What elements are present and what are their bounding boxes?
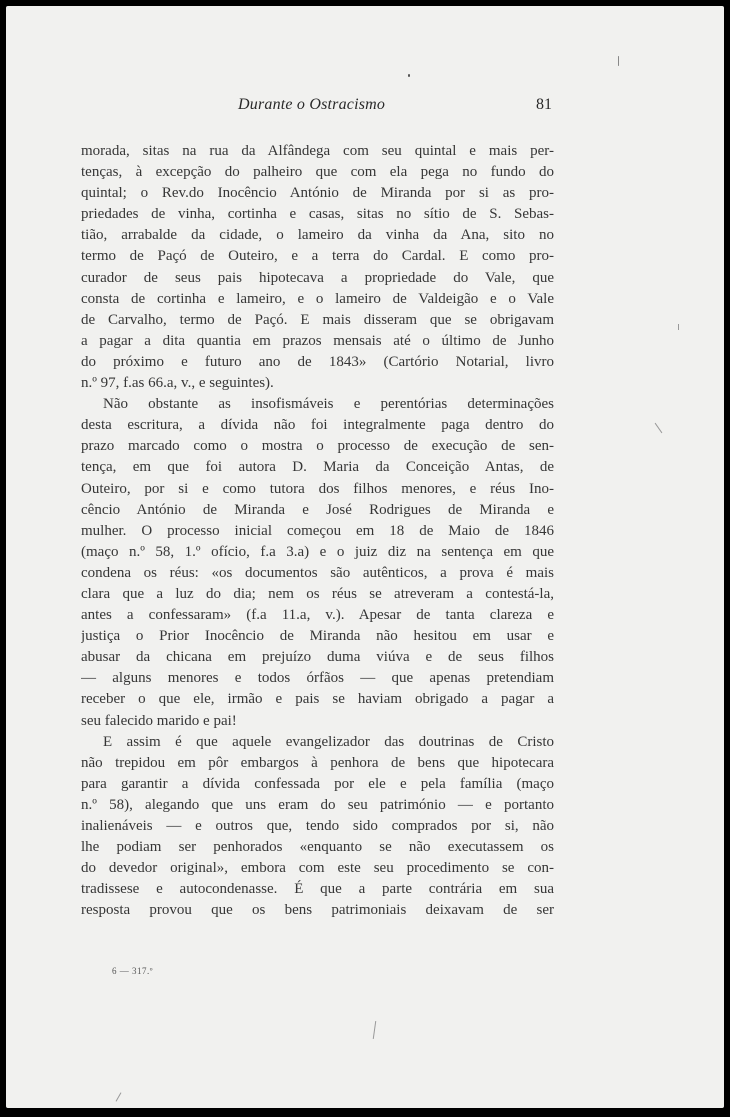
text-line: tradissese e autocondenasse. É que a parte contrária em sua — [81, 881, 554, 898]
scratch-mark — [655, 423, 663, 433]
text-line: do próximo e futuro ano de 1843» (Cartório Notarial, livro — [81, 353, 554, 370]
text-line: priedades de vinha, cortinha e casas, sitas no sítio de S. Sebas- — [81, 206, 554, 223]
text-line: justiça o Prior Inocêncio de Miranda não hesitou em usar e — [81, 628, 554, 645]
text-line: cêncio António de Miranda e José Rodrigues de Miranda e — [81, 501, 554, 518]
text-line: clara que a luz do dia; nem os réus se atreveram a contestá-la, — [81, 585, 554, 602]
text-line: do devedor original», embora com este seu procedimento se con- — [81, 860, 554, 877]
scratch-mark — [116, 1092, 122, 1101]
signature-mark: 6 — 317.º — [112, 966, 154, 976]
text-line: morada, sitas na rua da Alfândega com seu quintal e mais per- — [81, 143, 554, 159]
text-line: não trepidou em pôr embargos à penhora de bens que hipotecara — [81, 754, 554, 771]
text-line: consta de cortinha e lameiro, e o lameiro de Valdeigão e o Vale — [81, 290, 554, 307]
text-line: resposta provou que os bens patrimoniais deixavam de ser — [81, 902, 554, 919]
text-line: — alguns menores e todos órfãos — que apenas pretendiam — [81, 670, 554, 687]
text-line: (maço n.º 58, 1.º ofício, f.a 3.a) e o juiz diz na sentença em que — [81, 543, 554, 560]
text-line: Não obstante as insofismáveis e perentórias determinações — [103, 396, 554, 413]
text-line: antes a confessaram» (f.a 11.a, v.). Apesar de tanta clareza e — [81, 607, 554, 624]
running-header-title: Durante o Ostracismo — [238, 96, 386, 113]
text-line: tião, arrabalde da cidade, o lameiro da vinha da Ana, sito no — [81, 227, 554, 244]
text-line: termo de Paçó de Outeiro, e a terra do Cardal. E como pro- — [81, 248, 554, 265]
text-line: seu falecido marido e pai! — [81, 712, 237, 729]
text-line: n.º 97, f.as 66.a, v., e seguintes). — [81, 375, 274, 392]
text-line: prazo marcado como o mostra o processo de execução de sen- — [81, 438, 554, 455]
text-line: tença, em que foi autora D. Maria da Conceição Antas, de — [81, 459, 554, 476]
text-line: abusar da chicana em prejuízo duma viúva e de seus filhos — [81, 649, 554, 666]
text-line: desta escritura, a dívida não foi integralmente paga dentro do — [81, 417, 554, 434]
dust-speck — [408, 74, 410, 77]
text-line: para garantir a dívida confessada por ele e pela família (maço — [81, 775, 554, 792]
page-number: 81 — [536, 96, 552, 113]
text-line: Outeiro, por si e como tutora dos filhos menores, e réus Ino- — [81, 480, 554, 497]
scratch-mark — [678, 324, 679, 330]
text-line: quintal; o Rev.do Inocêncio António de Miranda por si as pro- — [81, 185, 554, 202]
text-line: lhe podiam ser penhorados «enquanto se não executassem os — [81, 839, 554, 856]
text-line: tenças, à excepção do palheiro que com ela pega no fundo do — [81, 164, 554, 181]
text-line: inalienáveis — e outros que, tendo sido comprados por si, não — [81, 818, 554, 834]
text-line: E assim é que aquele evangelizador das doutrinas de Cristo — [103, 733, 554, 750]
scratch-mark — [373, 1021, 376, 1039]
text-line: de Carvalho, termo de Paçó. E mais disseram que se obrigavam — [81, 311, 554, 328]
text-line: a pagar a dita quantia em prazos mensais até o último de Junho — [81, 332, 554, 349]
dust-speck — [618, 56, 619, 66]
text-line: curador de seus pais hipotecava a propriedade do Vale, que — [81, 269, 554, 286]
text-line: condena os réus: «os documentos são autênticos, a prova é mais — [81, 564, 554, 581]
text-line: receber o que ele, irmão e pais se haviam obrigado a pagar a — [81, 691, 554, 708]
text-line: mulher. O processo inicial começou em 18 de Maio de 1846 — [81, 522, 554, 539]
book-page — [6, 6, 724, 1108]
body-text — [81, 141, 554, 921]
text-line: n.º 58), alegando que uns eram do seu património — e portanto — [81, 796, 554, 813]
